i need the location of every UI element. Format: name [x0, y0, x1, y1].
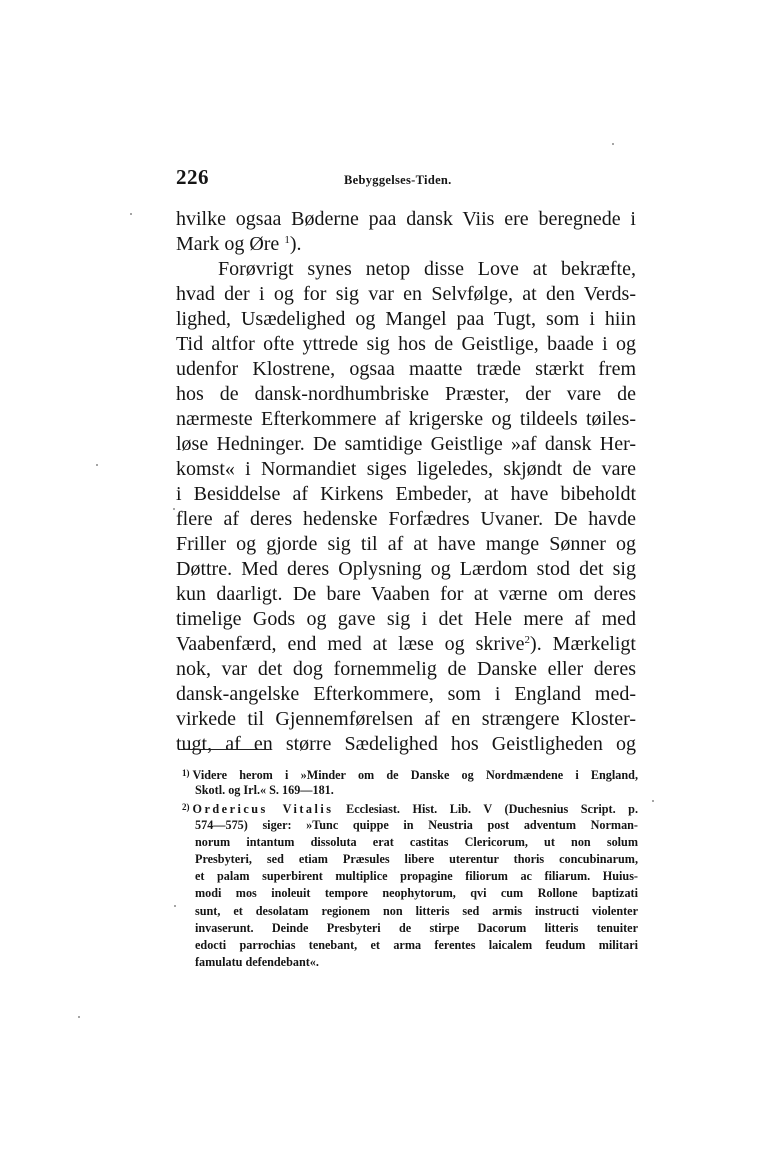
footnote-line: edocti parrochias tenebant, et arma ferentes laicalem feudum militari	[195, 937, 638, 952]
text-line: tugt, af en større Sædelighed hos Geistligheden og	[176, 733, 636, 755]
footnote-line: Presbyteri, sed etiam Præsules libere uterentur thoris concubinarum,	[195, 851, 638, 866]
footnote-line: 574—575) siger: »Tunc quippe in Neustria post adventum Norman-	[195, 817, 638, 832]
paper-speck	[174, 905, 176, 907]
footnote-ref[interactable]: 1	[284, 234, 290, 246]
page-header	[176, 165, 636, 195]
paper-speck	[130, 213, 132, 215]
footnote-1: $^{1)}$ Videre herom i »Minder om de Danske og Nordmændene i England,	[182, 768, 638, 782]
footnote-divider	[181, 749, 269, 750]
running-title: Bebyggelses-Tiden.	[344, 173, 452, 187]
text-line: Forøvrigt synes netop disse Love at bekræfte,	[218, 258, 636, 280]
text-line: dansk-angelske Efterkommere, som i England med-	[176, 683, 636, 705]
text-line: Døttre. Med deres Oplysning og Lærdom stod det sig	[176, 558, 636, 580]
text-line: Vaabenfærd, end med at læse og skrive$^2$). Mærkeligt	[176, 633, 636, 655]
paper-speck	[78, 1016, 80, 1018]
text-line: Mark og Øre $^1$).	[176, 233, 302, 255]
text-line: kun daarligt. De bare Vaaben for at værne om deres	[176, 583, 636, 605]
footnote-marker: 1)	[182, 768, 190, 778]
text-line: hos de dansk-nordhumbriske Præster, der vare de	[176, 383, 636, 405]
footnote-line: invaserunt. Deinde Presbyteri de stirpe Dacorum litteris tenuiter	[195, 920, 638, 935]
footnote-ref[interactable]: 2	[524, 634, 531, 646]
text-line: i Besiddelse af Kirkens Embeder, at have bibeholdt	[176, 483, 636, 505]
text-line: nærmeste Efterkommere af krigerske og tildeels tøiles-	[176, 408, 636, 430]
text-line: komst« i Normandiet siges ligeledes, skjøndt de vare	[176, 458, 636, 480]
text-line: løse Hedninger. De samtidige Geistlige »af dansk Her-	[176, 433, 636, 455]
text-line: Tid altfor ofte yttrede sig hos de Geistlige, baade i og	[176, 333, 636, 355]
paper-speck	[612, 143, 614, 145]
footnote-marker: 2)	[182, 802, 190, 813]
main-text	[176, 207, 636, 757]
footnote-line: modi mos inoleuit tempore neophytorum, qvi cum Rollone baptizati	[195, 886, 638, 901]
paper-speck	[652, 800, 654, 802]
page-number: 226	[176, 165, 209, 189]
footnote-2: $^{2)}$ Ordericus Vitalis Ecclesiast. Hist. Lib. V (Duchesnius Script. p.	[182, 802, 639, 817]
text-line: virkede til Gjennemførelsen af en strængere Kloster-	[176, 708, 636, 730]
paper-speck	[173, 508, 175, 510]
text-line: timelige Gods og gave sig i det Hele mere af med	[176, 608, 636, 630]
text-line: hvilke ogsaa Bøderne paa dansk Viis ere beregnede i	[176, 208, 636, 230]
text-line: udenfor Klostrene, ogsaa maatte træde stærkt frem	[176, 358, 636, 380]
footnote-line: norum intantum dissoluta erat castitas Clericorum, ut non solum	[195, 834, 638, 849]
text-line: Friller og gjorde sig til af at have mange Sønner og	[176, 533, 636, 555]
footnote-line: famulatu defendebant«.	[195, 955, 319, 970]
text-line: hvad der i og for sig var en Selvfølge, at den Verds-	[176, 283, 636, 305]
footnotes	[176, 765, 638, 971]
text-line: nok, var det dog fornemmelig de Danske eller deres	[176, 658, 636, 680]
paper-speck	[96, 464, 98, 466]
footnote-line: et palam superbirent multiplice propagine filiorum ac filiarum. Huius-	[195, 869, 638, 884]
text-line: flere af deres hedenske Forfædres Uvaner. De havde	[176, 508, 636, 530]
footnote-line: sunt, et desolatam regionem non litteris sed armis instructi violenter	[195, 903, 638, 918]
text-line: lighed, Usædelighed og Mangel paa Tugt, som i hiin	[176, 308, 636, 330]
footnote-author: Ordericus Vitalis	[192, 802, 334, 817]
footnote-line: Skotl. og Irl.« S. 169—181.	[195, 783, 334, 798]
